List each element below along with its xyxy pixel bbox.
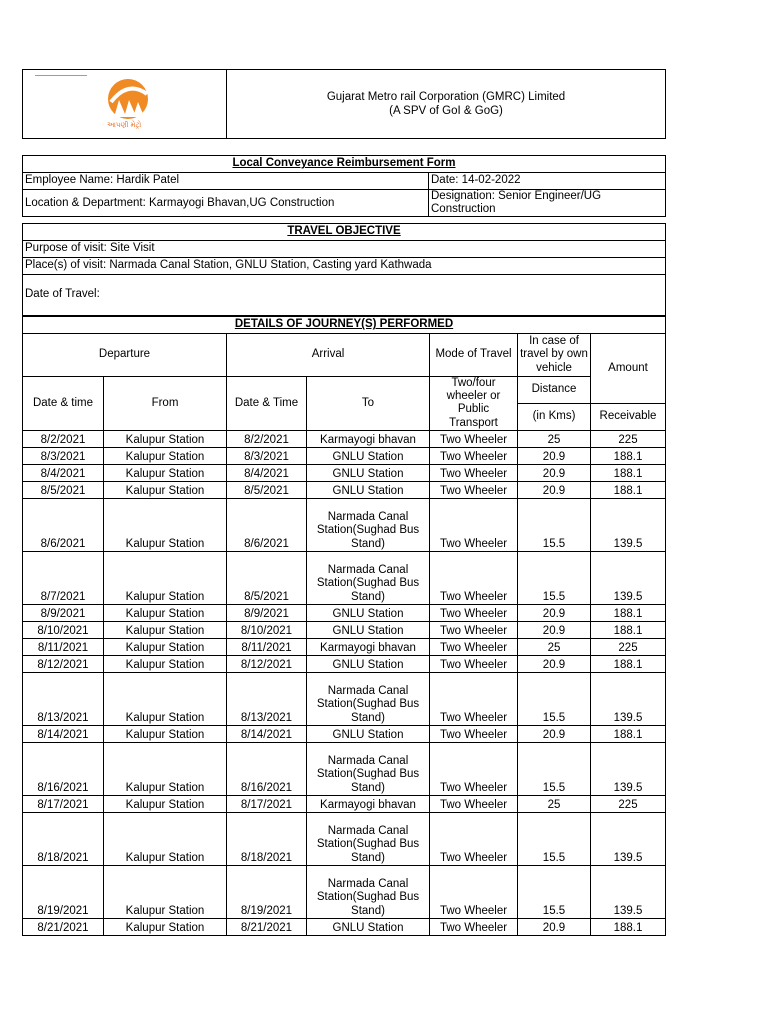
journey-row — [23, 464, 666, 481]
distance-cell: 15.5 — [518, 865, 591, 918]
dep-date-cell: 8/7/2021 — [23, 551, 104, 604]
logo-cell — [23, 70, 227, 139]
amount-cell: 188.1 — [591, 464, 666, 481]
to-cell: Karmayogi bhavan — [307, 638, 430, 655]
dep-date-cell: 8/4/2021 — [23, 464, 104, 481]
mode-cell: Two Wheeler — [430, 655, 518, 672]
amount-cell: 139.5 — [591, 742, 666, 795]
arr-date-cell: 8/17/2021 — [227, 795, 307, 812]
from-cell: Kalupur Station — [104, 464, 227, 481]
dep-date-cell: 8/3/2021 — [23, 447, 104, 464]
purpose-of-visit: Purpose of visit: Site Visit — [23, 241, 666, 258]
from-cell: Kalupur Station — [104, 498, 227, 551]
form-title: Local Conveyance Reimbursement Form — [23, 156, 666, 173]
journey-row — [23, 655, 666, 672]
company-cell — [227, 70, 666, 139]
dep-date-cell: 8/19/2021 — [23, 865, 104, 918]
journey-title: DETAILS OF JOURNEY(S) PERFORMED — [23, 317, 666, 334]
distance-cell: 20.9 — [518, 655, 591, 672]
to-cell: Karmayogi bhavan — [307, 795, 430, 812]
from-cell: Kalupur Station — [104, 481, 227, 498]
location-department: Location & Department: Karmayogi Bhavan,UG Construction — [23, 190, 429, 217]
logo-divider — [35, 75, 87, 76]
mode-cell: Two Wheeler — [430, 865, 518, 918]
amount-cell: 188.1 — [591, 621, 666, 638]
arr-date-cell: 8/21/2021 — [227, 918, 307, 935]
mode-cell: Two Wheeler — [430, 447, 518, 464]
distance-cell: 20.9 — [518, 481, 591, 498]
mode-cell: Two Wheeler — [430, 621, 518, 638]
from-cell: Kalupur Station — [104, 638, 227, 655]
header-distance: Distance — [518, 377, 591, 404]
arr-date-cell: 8/9/2021 — [227, 604, 307, 621]
amount-cell: 139.5 — [591, 812, 666, 865]
distance-cell: 20.9 — [518, 604, 591, 621]
employee-info-table — [22, 155, 666, 217]
arr-date-cell: 8/14/2021 — [227, 725, 307, 742]
dep-date-cell: 8/10/2021 — [23, 621, 104, 638]
to-cell: Narmada Canal Station(Sughad Bus Stand) — [307, 742, 430, 795]
arr-date-cell: 8/3/2021 — [227, 447, 307, 464]
employee-name: Employee Name: Hardik Patel — [23, 173, 429, 190]
header-table — [22, 69, 666, 139]
dep-date-cell: 8/5/2021 — [23, 481, 104, 498]
designation: Designation: Senior Engineer/UG Construction — [429, 190, 666, 217]
from-cell: Kalupur Station — [104, 865, 227, 918]
dep-date-cell: 8/13/2021 — [23, 672, 104, 725]
dep-date-cell: 8/11/2021 — [23, 638, 104, 655]
to-cell: GNLU Station — [307, 604, 430, 621]
mode-cell: Two Wheeler — [430, 430, 518, 447]
mode-cell: Two Wheeler — [430, 742, 518, 795]
to-cell: Narmada Canal Station(Sughad Bus Stand) — [307, 812, 430, 865]
amount-cell: 188.1 — [591, 655, 666, 672]
from-cell: Kalupur Station — [104, 918, 227, 935]
dep-date-cell: 8/17/2021 — [23, 795, 104, 812]
header-amount: Amount — [591, 334, 666, 404]
distance-cell: 15.5 — [518, 498, 591, 551]
from-cell: Kalupur Station — [104, 604, 227, 621]
amount-cell: 225 — [591, 638, 666, 655]
arr-date-cell: 8/12/2021 — [227, 655, 307, 672]
mode-cell: Two Wheeler — [430, 551, 518, 604]
travel-objective-title: TRAVEL OBJECTIVE — [23, 224, 666, 241]
amount-cell: 139.5 — [591, 672, 666, 725]
to-cell: Narmada Canal Station(Sughad Bus Stand) — [307, 498, 430, 551]
dep-date-cell: 8/21/2021 — [23, 918, 104, 935]
amount-cell: 188.1 — [591, 481, 666, 498]
header-own-vehicle: In case of travel by own vehicle — [518, 334, 591, 377]
amount-cell: 225 — [591, 795, 666, 812]
header-mode-sub: Two/four wheeler or Public Transport — [430, 377, 518, 431]
journey-row — [23, 621, 666, 638]
mode-cell: Two Wheeler — [430, 672, 518, 725]
journey-row — [23, 498, 666, 551]
journey-row — [23, 604, 666, 621]
company-name: Gujarat Metro rail Corporation (GMRC) Limited — [326, 90, 566, 103]
amount-cell: 139.5 — [591, 865, 666, 918]
mode-cell: Two Wheeler — [430, 812, 518, 865]
amount-cell: 139.5 — [591, 551, 666, 604]
logo-caption: આપણી મેટ્રો — [107, 122, 142, 129]
from-cell: Kalupur Station — [104, 795, 227, 812]
to-cell: GNLU Station — [307, 447, 430, 464]
to-cell: GNLU Station — [307, 464, 430, 481]
date-of-travel: Date of Travel: — [23, 275, 666, 316]
arr-date-cell: 8/19/2021 — [227, 865, 307, 918]
distance-cell: 15.5 — [518, 672, 591, 725]
to-cell: Karmayogi bhavan — [307, 430, 430, 447]
distance-cell: 15.5 — [518, 742, 591, 795]
journey-row — [23, 918, 666, 935]
amount-cell: 188.1 — [591, 918, 666, 935]
from-cell: Kalupur Station — [104, 430, 227, 447]
distance-cell: 15.5 — [518, 551, 591, 604]
journey-row — [23, 481, 666, 498]
to-cell: Narmada Canal Station(Sughad Bus Stand) — [307, 672, 430, 725]
header-from: From — [104, 377, 227, 431]
arr-date-cell: 8/2/2021 — [227, 430, 307, 447]
journey-row — [23, 430, 666, 447]
header-in-kms: (in Kms) — [518, 403, 591, 430]
distance-cell: 20.9 — [518, 918, 591, 935]
form-date: Date: 14-02-2022 — [429, 173, 666, 190]
mode-cell: Two Wheeler — [430, 481, 518, 498]
journey-table — [22, 316, 666, 936]
header-dep-date: Date & time — [23, 377, 104, 431]
from-cell: Kalupur Station — [104, 672, 227, 725]
arr-date-cell: 8/5/2021 — [227, 481, 307, 498]
to-cell: GNLU Station — [307, 481, 430, 498]
from-cell: Kalupur Station — [104, 621, 227, 638]
from-cell: Kalupur Station — [104, 742, 227, 795]
dep-date-cell: 8/12/2021 — [23, 655, 104, 672]
amount-cell: 188.1 — [591, 604, 666, 621]
dep-date-cell: 8/14/2021 — [23, 725, 104, 742]
travel-objective-table — [22, 223, 666, 316]
mode-cell: Two Wheeler — [430, 604, 518, 621]
arr-date-cell: 8/11/2021 — [227, 638, 307, 655]
distance-cell: 20.9 — [518, 447, 591, 464]
distance-cell: 25 — [518, 638, 591, 655]
company-subtitle: (A SPV of GoI & GoG) — [389, 105, 503, 117]
header-arr-date: Date & Time — [227, 377, 307, 431]
distance-cell: 15.5 — [518, 812, 591, 865]
amount-cell: 188.1 — [591, 447, 666, 464]
journey-row — [23, 672, 666, 725]
mode-cell: Two Wheeler — [430, 498, 518, 551]
mode-cell: Two Wheeler — [430, 464, 518, 481]
mode-cell: Two Wheeler — [430, 638, 518, 655]
arr-date-cell: 8/18/2021 — [227, 812, 307, 865]
metro-logo-icon — [103, 76, 153, 122]
arr-date-cell: 8/10/2021 — [227, 621, 307, 638]
journey-row — [23, 742, 666, 795]
arr-date-cell: 8/5/2021 — [227, 551, 307, 604]
arr-date-cell: 8/13/2021 — [227, 672, 307, 725]
distance-cell: 20.9 — [518, 725, 591, 742]
amount-cell: 188.1 — [591, 725, 666, 742]
distance-cell: 20.9 — [518, 464, 591, 481]
from-cell: Kalupur Station — [104, 447, 227, 464]
mode-cell: Two Wheeler — [430, 918, 518, 935]
journey-row — [23, 795, 666, 812]
journey-row — [23, 638, 666, 655]
dep-date-cell: 8/18/2021 — [23, 812, 104, 865]
from-cell: Kalupur Station — [104, 725, 227, 742]
to-cell: GNLU Station — [307, 725, 430, 742]
places-of-visit: Place(s) of visit: Narmada Canal Station, GNLU Station, Casting yard Kathwada — [23, 258, 666, 275]
journey-row — [23, 447, 666, 464]
distance-cell: 25 — [518, 795, 591, 812]
from-cell: Kalupur Station — [104, 812, 227, 865]
amount-cell: 225 — [591, 430, 666, 447]
journey-row — [23, 551, 666, 604]
dep-date-cell: 8/16/2021 — [23, 742, 104, 795]
to-cell: Narmada Canal Station(Sughad Bus Stand) — [307, 865, 430, 918]
to-cell: GNLU Station — [307, 918, 430, 935]
header-arrival: Arrival — [227, 334, 430, 377]
amount-cell: 139.5 — [591, 498, 666, 551]
journey-row — [23, 812, 666, 865]
header-mode: Mode of Travel — [430, 334, 518, 377]
arr-date-cell: 8/6/2021 — [227, 498, 307, 551]
journey-body — [23, 430, 666, 935]
to-cell: GNLU Station — [307, 655, 430, 672]
dep-date-cell: 8/2/2021 — [23, 430, 104, 447]
to-cell: Narmada Canal Station(Sughad Bus Stand) — [307, 551, 430, 604]
from-cell: Kalupur Station — [104, 655, 227, 672]
distance-cell: 20.9 — [518, 621, 591, 638]
distance-cell: 25 — [518, 430, 591, 447]
mode-cell: Two Wheeler — [430, 795, 518, 812]
from-cell: Kalupur Station — [104, 551, 227, 604]
journey-row — [23, 865, 666, 918]
mode-cell: Two Wheeler — [430, 725, 518, 742]
arr-date-cell: 8/16/2021 — [227, 742, 307, 795]
arr-date-cell: 8/4/2021 — [227, 464, 307, 481]
header-departure: Departure — [23, 334, 227, 377]
journey-row — [23, 725, 666, 742]
to-cell: GNLU Station — [307, 621, 430, 638]
header-receivable: Receivable — [591, 403, 666, 430]
header-to: To — [307, 377, 430, 431]
dep-date-cell: 8/9/2021 — [23, 604, 104, 621]
dep-date-cell: 8/6/2021 — [23, 498, 104, 551]
